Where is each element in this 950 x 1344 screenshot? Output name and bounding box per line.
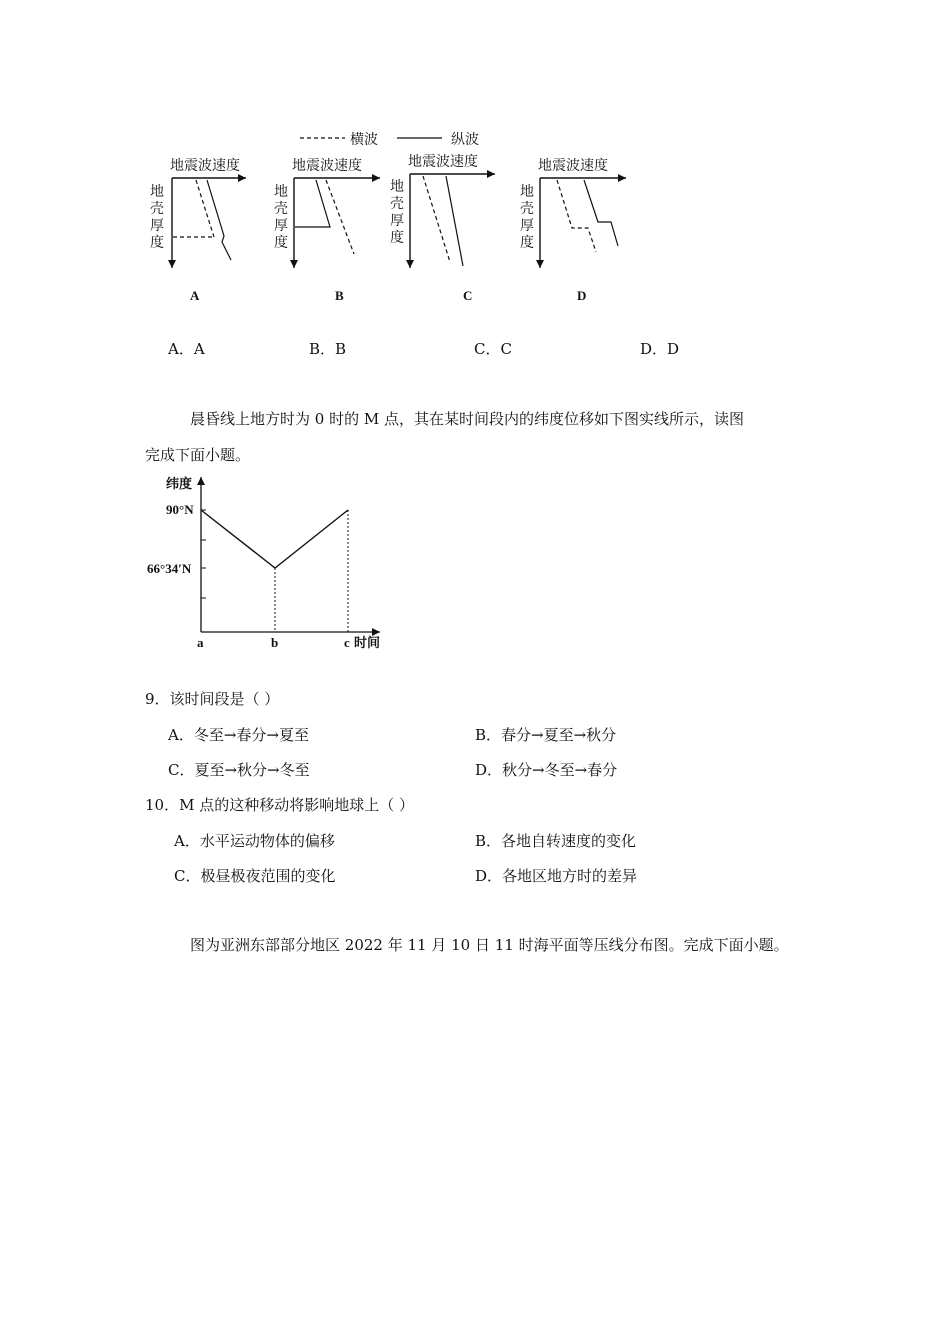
svg-text:厚: 厚 xyxy=(390,213,404,229)
y-tick-66n: 66°34′N xyxy=(147,561,192,576)
panel-c-letter: C xyxy=(463,288,473,303)
q9-option-d[interactable] xyxy=(475,759,617,780)
svg-text:地: 地 xyxy=(274,184,288,200)
option-text: 各地区地方时的差异 xyxy=(502,867,638,885)
option-text: 各地自转速度的变化 xyxy=(501,832,637,850)
x-tick-b: b xyxy=(271,635,279,650)
option-letter: C． xyxy=(474,340,501,358)
svg-text:壳: 壳 xyxy=(274,201,288,217)
option-text: 水平运动物体的偏移 xyxy=(199,832,335,850)
option-text: C xyxy=(500,340,512,358)
q9-option-b[interactable] xyxy=(475,724,616,745)
q10-option-b[interactable] xyxy=(475,830,636,851)
option-text: B xyxy=(335,340,347,358)
svg-text:地: 地 xyxy=(520,184,534,200)
legend-longitudinal-label: 纵波 xyxy=(451,132,479,148)
q10-stem: 10．M 点的这种移动将影响地球上（ ） xyxy=(145,796,414,814)
option-letter: B． xyxy=(475,832,502,850)
svg-text:度: 度 xyxy=(520,235,534,251)
passage-1-line-1: 晨昏线上地方时为 0 时的 M 点，其在某时间段内的纬度位移如下图实线所示，读图 xyxy=(190,410,744,428)
option-letter: A． xyxy=(174,832,200,850)
y-tick-90n: 90°N xyxy=(166,502,194,517)
panel-a-axis-title: 地震波速度 xyxy=(170,158,240,174)
q10-option-a[interactable] xyxy=(174,830,335,851)
panel-d-letter: D xyxy=(577,288,587,303)
option-letter: C． xyxy=(168,761,195,779)
q9-stem: 9．该时间段是（ ） xyxy=(145,690,280,708)
option-text: 极昼极夜范围的变化 xyxy=(200,867,336,885)
option-letter: B． xyxy=(309,340,336,358)
svg-text:厚: 厚 xyxy=(150,218,164,234)
svg-text:度: 度 xyxy=(274,235,288,251)
panel-d-axis-title: 地震波速度 xyxy=(538,158,608,174)
option-letter: A． xyxy=(168,726,194,744)
y-axis-title: 纬度 xyxy=(166,476,193,491)
panel-b-axis-title: 地震波速度 xyxy=(292,158,362,174)
x-axis-title: 时间 xyxy=(354,635,381,650)
passage-1-line-2: 完成下面小题。 xyxy=(145,446,251,464)
svg-text:壳: 壳 xyxy=(520,201,534,217)
option-text: D xyxy=(667,340,680,358)
svg-text:壳: 壳 xyxy=(150,201,164,217)
svg-text:地: 地 xyxy=(150,184,164,200)
x-tick-c: c xyxy=(344,635,350,650)
option-text: 冬至→春分→夏至 xyxy=(193,726,309,744)
option-text: 夏至→秋分→冬至 xyxy=(194,761,310,779)
option-letter: C． xyxy=(174,867,201,885)
q10-option-c[interactable] xyxy=(174,865,336,886)
passage-2: 图为亚洲东部部分地区 2022 年 11 月 10 日 11 时海平面等压线分布图。完成下面小题。 xyxy=(190,936,789,954)
option-letter: D． xyxy=(475,867,503,885)
panel-a-letter: A xyxy=(190,288,200,303)
option-letter: D． xyxy=(475,761,503,779)
svg-text:度: 度 xyxy=(390,230,404,246)
latitude-line xyxy=(201,510,348,568)
svg-text:厚: 厚 xyxy=(520,218,534,234)
option-letter: B． xyxy=(475,726,502,744)
x-tick-a: a xyxy=(197,635,204,650)
legend-transverse-label: 横波 xyxy=(350,132,378,148)
svg-text:地: 地 xyxy=(390,179,404,195)
option-text: A xyxy=(193,340,205,358)
q9-option-a[interactable] xyxy=(168,724,309,745)
svg-text:度: 度 xyxy=(150,235,164,251)
svg-text:厚: 厚 xyxy=(274,218,288,234)
option-text: 秋分→冬至→春分 xyxy=(502,761,618,779)
panel-c-axis-title: 地震波速度 xyxy=(408,154,478,170)
option-letter: D． xyxy=(640,340,668,358)
option-letter: A． xyxy=(168,340,194,358)
option-text: 春分→夏至→秋分 xyxy=(501,726,617,744)
svg-text:壳: 壳 xyxy=(390,196,404,212)
panel-b-letter: B xyxy=(335,288,344,303)
q10-option-d[interactable] xyxy=(475,865,637,886)
q9-option-c[interactable] xyxy=(168,759,310,780)
